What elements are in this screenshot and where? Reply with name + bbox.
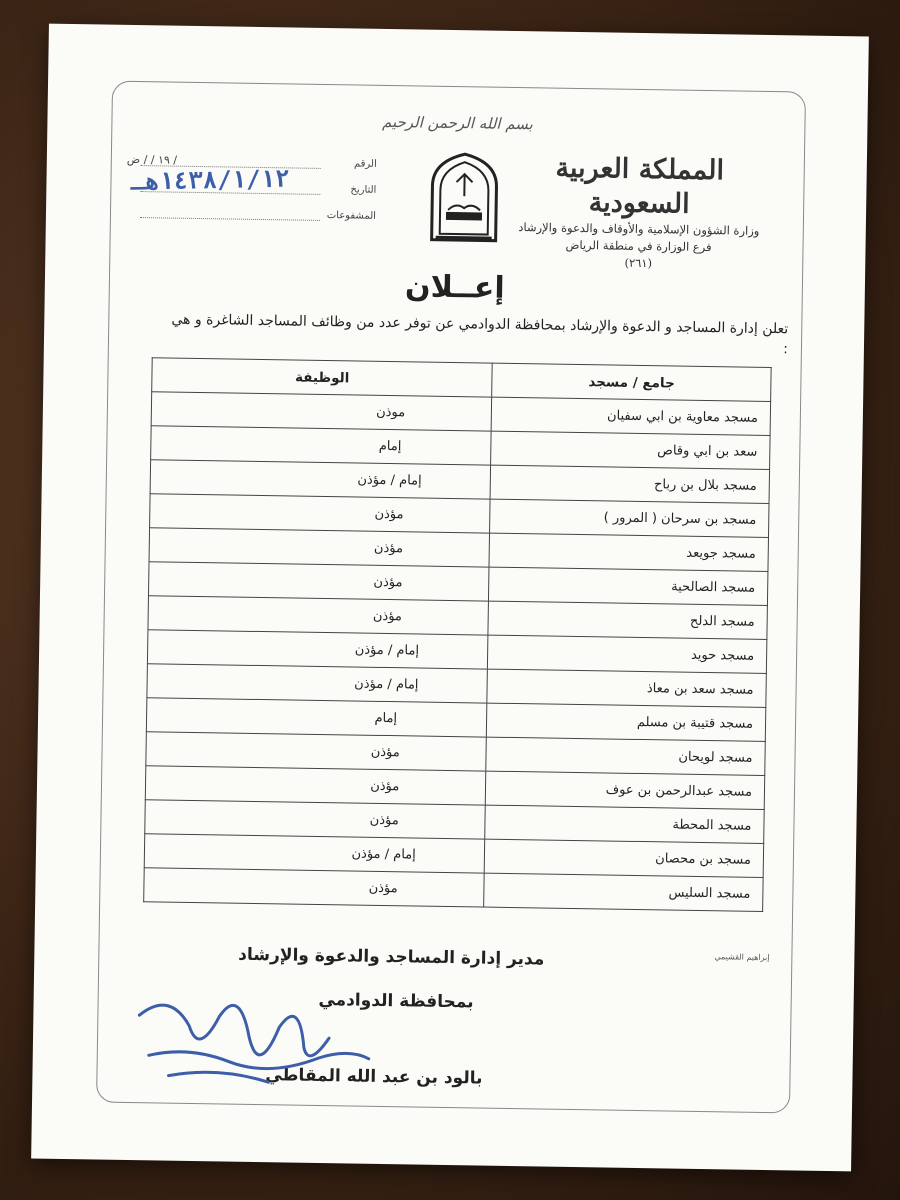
handwritten-date: ١٤٣٨/١/١٢هـ	[130, 164, 290, 196]
table-body	[144, 392, 771, 912]
role-cell: مؤذن	[145, 800, 486, 839]
ref-label: الرقم	[353, 158, 377, 170]
role-cell: مؤذن	[150, 494, 491, 533]
col-header-mosque: جامع / مسجد	[492, 363, 771, 401]
date-label: التاريخ	[350, 184, 377, 196]
signatory-name: بالود بن عبد الله المقاطي	[265, 1065, 483, 1089]
attachments-dotted-line	[140, 217, 320, 221]
mosque-cell: مسجد بن سرحان ( المرور )	[490, 499, 769, 537]
mosque-cell: سعد بن ابي وقاص	[491, 431, 770, 469]
vacancies-table	[143, 357, 771, 912]
mosque-cell: مسجد بن محصان	[485, 839, 764, 877]
role-cell: مؤذن	[148, 562, 489, 601]
branch-code: (٢٦١)	[624, 255, 653, 271]
role-cell: مؤذن	[149, 528, 490, 567]
mosque-cell: مسجد لويحان	[486, 737, 765, 775]
mosque-cell: مسجد معاوية بن ابي سفيان	[492, 397, 771, 435]
role-cell: مؤذن	[146, 732, 487, 771]
mosque-cell: مسجد المحطة	[485, 805, 764, 843]
ref-value: / ١٩ / / ض	[126, 152, 178, 167]
basmala: بسم الله الرحمن الرحيم	[381, 112, 533, 134]
role-cell: إمام / مؤذن	[147, 630, 488, 669]
mosque-cell: مسجد حويد	[488, 635, 767, 673]
mosque-cell: مسجد بلال بن رباح	[491, 465, 770, 503]
role-cell: إمام	[151, 426, 492, 465]
ministry-header	[503, 151, 775, 274]
role-cell: إمام / مؤذن	[147, 664, 488, 703]
signatory-title: مدير إدارة المساجد والدعوة والإرشاد	[238, 944, 545, 970]
ministry-name: وزارة الشؤون الإسلامية والأوقاف والدعوة والإرشاد	[518, 220, 760, 238]
signatory-office: بمحافظة الدوادمي	[318, 989, 474, 1013]
mosque-cell: مسجد جويعد	[489, 533, 768, 571]
announcement-title: إعــلان	[404, 269, 505, 306]
mosque-cell: مسجد الصالحية	[489, 567, 768, 605]
col-header-role: الوظيفة	[152, 358, 493, 397]
announcement-intro: تعلن إدارة المساجد و الدعوة والإرشاد بمحافظة الدوادمي عن توفر عدد من وظائف المساجد الشاغرة و هي :	[171, 311, 789, 358]
mosque-cell: مسجد الدلح	[488, 601, 767, 639]
role-cell: مؤذن	[145, 766, 486, 805]
mosque-cell: مسجد عبدالرحمن بن عوف	[486, 771, 765, 809]
role-cell: موذن	[151, 392, 492, 431]
mosque-cell: مسجد سعد بن معاذ	[487, 669, 766, 707]
attachments-row	[126, 201, 376, 231]
attachments-label: المشفوعات	[326, 210, 377, 222]
role-cell: مؤذن	[144, 868, 485, 907]
mosque-cell: مسجد قتيبة بن مسلم	[487, 703, 766, 741]
role-cell: إمام / مؤذن	[150, 460, 491, 499]
preparer-note: إبراهيم القشيمي	[714, 952, 770, 963]
document-page	[31, 24, 869, 1172]
mosque-cell: مسجد السليس	[484, 873, 763, 911]
handwritten-signature	[128, 985, 390, 1099]
branch-name: فرع الوزارة في منطقة الرياض	[565, 237, 712, 255]
role-cell: إمام	[146, 698, 487, 737]
kingdom-name: المملكة العربية السعودية	[555, 152, 725, 220]
role-cell: إمام / مؤذن	[144, 834, 485, 873]
role-cell: مؤذن	[148, 596, 489, 635]
ministry-emblem-icon	[426, 152, 503, 243]
